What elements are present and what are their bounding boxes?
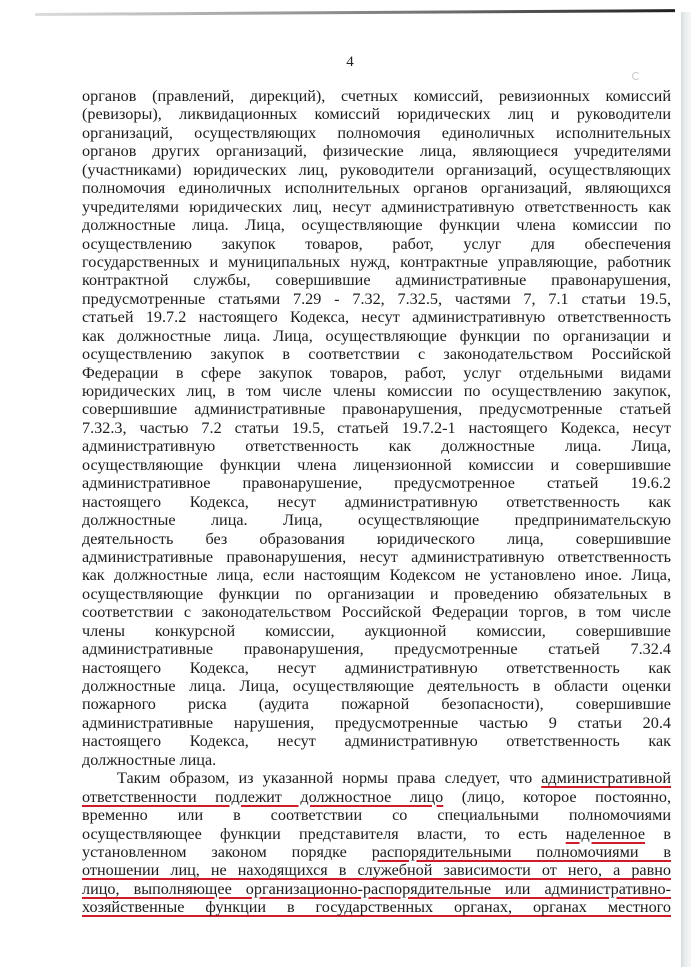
text-line: деятельность без образования юридического лица, совершившие <box>82 529 671 548</box>
text-line: организаций, осуществляющих полномочия единоличных исполнительных <box>82 123 671 142</box>
text-line: осуществляющие функции по организации и проведению обязательных в <box>82 584 671 603</box>
text-line: статьей 19.7.2 настоящего Кодекса, несут административную ответственность <box>82 308 671 327</box>
text-line <box>82 825 671 843</box>
text-line: Федерации в сфере закупок товаров, работ, услуг отдельными видами <box>82 363 671 382</box>
text-line: как должностные лица. Лица, осуществляющие функции по организации и <box>82 326 671 345</box>
text-line: учредителями юридических лиц, несут административную ответственность как <box>82 197 671 216</box>
text-line: осуществляющие функции члена лицензионной комиссии и совершившие <box>82 455 671 474</box>
text-line: настоящего Кодекса, несут административную ответственность как <box>82 658 671 677</box>
text-line <box>82 788 671 806</box>
text-line: административные правонарушения, предусмотренные статьей 7.32.4 <box>82 640 671 659</box>
underlined-text: распорядительными полномочиями в <box>371 842 672 861</box>
text-line: административное правонарушение, предусмотренное статьей 19.6.2 <box>82 474 671 493</box>
text-line: полномочия единоличных исполнительных органов организаций, являющихся <box>82 179 671 198</box>
text-line: члены конкурсной комиссии, аукционной комиссии, совершившие <box>82 621 671 640</box>
document-body <box>82 87 671 917</box>
text-line: 7.32.3, частью 7.2 статьи 19.5, статьей 19.7.2-1 настоящего Кодекса, несут <box>82 418 671 437</box>
text-line: как должностные лица, если настоящим Кодексом не установлено иное. Лица, <box>82 566 671 585</box>
text-line <box>82 880 671 898</box>
scan-edge-right <box>681 12 691 967</box>
underlined-text: административной <box>541 769 671 788</box>
text-line <box>82 806 671 824</box>
text-line: совершившие административные правонарушения, предусмотренные статьей <box>82 400 671 419</box>
paragraph-1 <box>82 87 671 769</box>
text-line: (участниками) юридических лиц, руководители организаций, осуществляющих <box>82 160 671 179</box>
text-line: соответствии с законодательством Российской Федерации торгов, в том числе <box>82 603 671 622</box>
text-line: контрактной службы, совершившие административные правонарушения, <box>82 271 671 290</box>
scan-edge-top <box>35 9 675 16</box>
text-segment: установленном законом порядке <box>82 842 372 861</box>
text-line <box>82 843 671 861</box>
text-line: административную ответственность как должностные лица. Лица, <box>82 437 671 456</box>
text-line: должностные лица. <box>82 750 217 769</box>
text-segment: в <box>645 824 671 843</box>
text-line: государственных и муниципальных нужд, контрактные управляющие, работник <box>82 252 671 271</box>
text-line: административные нарушения, предусмотренные частью 9 статьи 20.4 <box>82 713 671 732</box>
text-segment: Таким образом, из указанной нормы права следует, что <box>117 769 542 788</box>
text-line: должностные лица. Лица, осуществляющие предпринимательскую <box>82 511 671 530</box>
text-line: органов (правлений, дирекций), счетных комиссий, ревизионных комиссий <box>82 87 671 105</box>
underlined-text: наделенное <box>565 824 646 843</box>
text-line: настоящего Кодекса, несут административную ответственность как <box>82 492 671 511</box>
text-line: осуществлению закупок в соответствии с законодательством Российской <box>82 345 671 364</box>
text-line: настоящего Кодекса, несут административную ответственность как <box>82 732 671 751</box>
text-line: должностные лица. Лица, осуществляющие функции члена комиссии по <box>82 216 671 235</box>
text-line: юридических лиц, в том числе члены комиссии по осуществлению закупок, <box>82 382 671 400</box>
scan-mark-icon <box>632 72 640 80</box>
paragraph-2 <box>82 769 671 917</box>
text-line: пожарного риска (аудита пожарной безопасности), совершившие <box>82 695 671 714</box>
text-line <box>82 769 671 787</box>
underlined-text: лицо, выполняющее организационно-распорядительные или административно- <box>82 879 671 898</box>
text-line: должностные лица. Лица, осуществляющие деятельность в области оценки <box>82 677 671 695</box>
text-line <box>82 898 671 916</box>
underlined-text: ответственности подлежит должностное лицо <box>82 787 444 806</box>
text-segment: временно или в соответствии со специальными полномочиями <box>82 806 671 825</box>
underlined-text: отношении лиц, не находящихся в служебной зависимости от него, а равно <box>82 861 671 880</box>
text-line <box>82 861 671 879</box>
text-line: (ревизоры), ликвидационных комиссий юридических лиц и руководители <box>82 105 671 124</box>
text-line: предусмотренные статьями 7.29 - 7.32, 7.32.5, частями 7, 7.1 статьи 19.5, <box>82 289 671 308</box>
text-line: административные правонарушения, несут административную ответственность <box>82 547 671 566</box>
text-line: осуществлению закупок товаров, работ, услуг для обеспечения <box>82 234 671 253</box>
page-number: 4 <box>346 54 354 70</box>
text-segment: осуществляющее функции представителя власти, то есть <box>82 824 566 843</box>
underlined-text: хозяйственные функции в государственных органах, органах местного <box>82 898 671 917</box>
text-line: органов других организаций, физические лица, являющиеся учредителями <box>82 142 671 161</box>
text-segment: (лицо, которое постоянно, <box>443 787 671 806</box>
